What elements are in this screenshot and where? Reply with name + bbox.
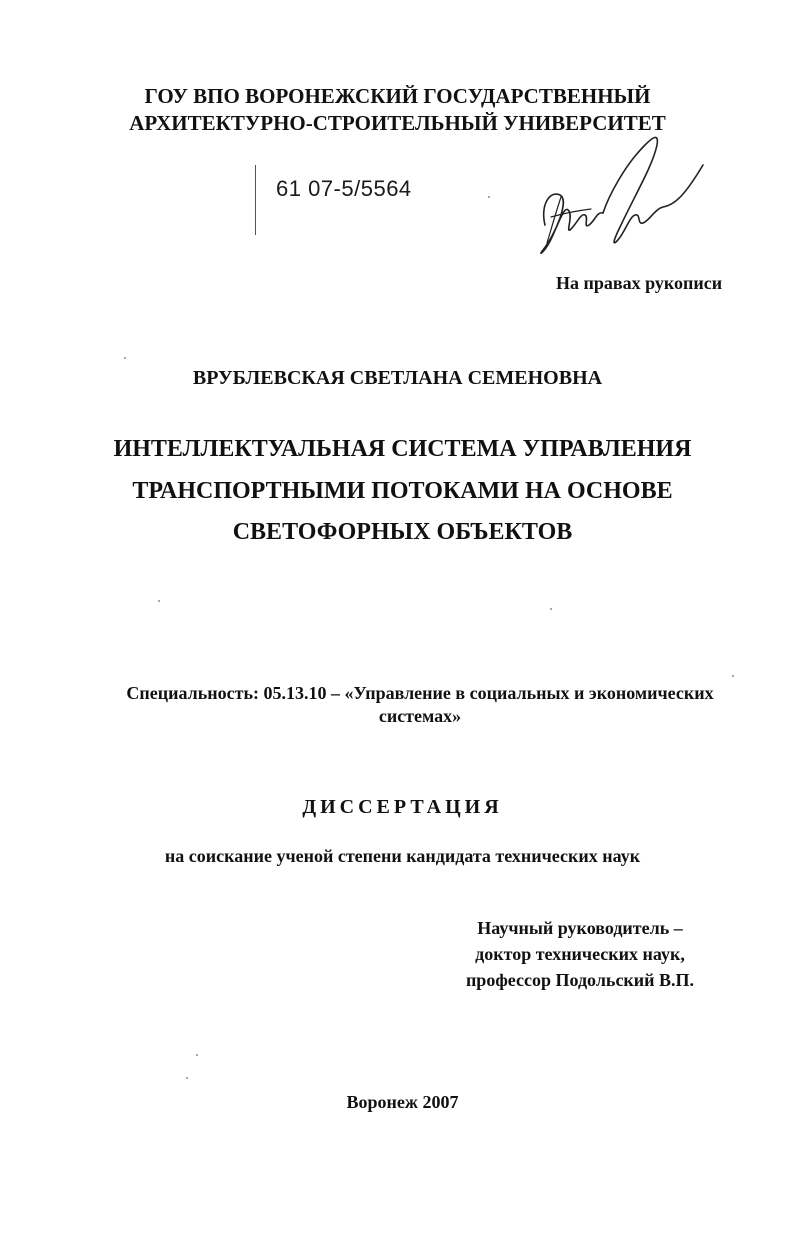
scan-speck	[488, 196, 490, 198]
specialty	[60, 682, 780, 728]
title-line-3: СВЕТОФОРНЫХ ОБЪЕКТОВ	[232, 519, 573, 545]
scan-speck	[158, 600, 160, 602]
supervisor-line-2: доктор технических наук,	[475, 944, 685, 964]
document-type: ДИССЕРТАЦИЯ	[302, 796, 503, 818]
specialty-line-1: Специальность: 05.13.10 – «Управление в социальных и экономических	[126, 683, 714, 703]
catalog-number: 61 07-5/5564	[276, 176, 412, 201]
signature-icon	[525, 125, 710, 265]
supervisor-line-3: профессор Подольский В.П.	[465, 970, 695, 990]
specialty-line-2: системах»	[378, 706, 462, 726]
supervisor-line-1: Научный руководитель –	[477, 918, 683, 938]
institution-line-1: ГОУ ВПО ВОРОНЕЖСКИЙ ГОСУДАРСТВЕННЫЙ	[144, 84, 651, 108]
stamp-margin-line	[255, 165, 256, 235]
title-line-2: ТРАНСПОРТНЫМИ ПОТОКАМИ НА ОСНОВЕ	[132, 478, 673, 504]
scan-speck	[186, 1077, 188, 1079]
manuscript-rights: На правах рукописи	[556, 273, 723, 293]
scan-speck	[124, 357, 126, 359]
scan-speck	[196, 1054, 198, 1056]
author-name: ВРУБЛЕВСКАЯ СВЕТЛАНА СЕМЕНОВНА	[192, 367, 603, 389]
institution-line-2: АРХИТЕКТУРНО-СТРОИТЕЛЬНЫЙ УНИВЕРСИТЕТ	[129, 111, 666, 135]
scan-speck	[550, 608, 552, 610]
degree-statement: на соискание ученой степени кандидата технических наук	[164, 846, 641, 866]
city-year: Воронеж 2007	[346, 1092, 459, 1112]
scan-speck	[732, 675, 734, 677]
title-line-1: ИНТЕЛЛЕКТУАЛЬНАЯ СИСТЕМА УПРАВЛЕНИЯ	[113, 436, 692, 462]
